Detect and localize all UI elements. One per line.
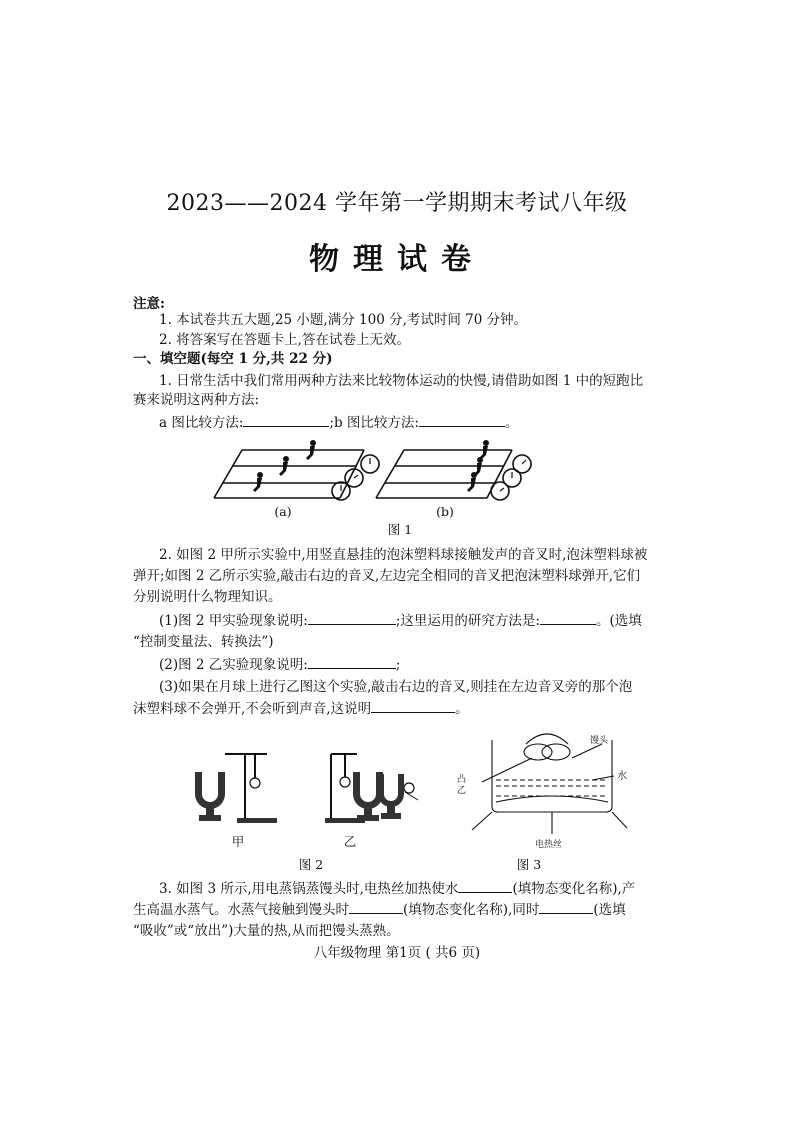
q2-sub3-text: 沫塑料球不会弹开,不会听到声音,这说明 — [133, 701, 372, 717]
q3-blank-1[interactable] — [458, 880, 512, 893]
q1-b-blank[interactable] — [419, 414, 505, 427]
q3-line-1-b: (填物态变化名称),产 — [512, 881, 636, 897]
q3-line-2 — [133, 900, 626, 920]
q3-line-1 — [159, 879, 635, 899]
exam-subtitle: 物理试卷 — [309, 242, 485, 277]
q2-sub3-end: 。 — [455, 701, 469, 717]
notice-item-2: 2. 将答案写在答题卡上,答在试卷上无效。 — [159, 332, 410, 348]
figure-1-race — [212, 438, 542, 520]
q2-line-2: 弹开;如图 2 乙所示实验,敲击右边的音叉,左边完全相同的音叉把泡沫塑料球弹开,它们 — [133, 568, 641, 584]
figure-2-tuning-forks — [185, 742, 420, 830]
q3-line-2-b: (填物态变化名称),同时 — [403, 902, 540, 918]
q2-sub1-c: 。(选填 — [595, 613, 642, 629]
q1-answer-line — [159, 413, 518, 433]
q1-line-1: 1. 日常生活中我们常用两种方法来比较物体运动的快慢,请借助如图 1 中的短跑比 — [159, 373, 644, 389]
q2-sub2 — [159, 655, 400, 675]
q3-line-3: “吸收”或“放出”)大量的热,从而把馒头蒸熟。 — [133, 923, 400, 939]
q3-line-2-a: 生高温水蒸气。水蒸气接触到馒头时 — [133, 902, 349, 918]
q3-line-1-a: 3. 如图 3 所示,用电蒸锅蒸馒头时,电热丝加热使水 — [159, 881, 459, 897]
fig3-mantou-label: 馒头 — [590, 736, 609, 746]
q1-line-2: 赛来说明这两种方法: — [133, 392, 260, 408]
q2-line-3: 分别说明什么物理知识。 — [133, 589, 282, 605]
q2-line-1: 2. 如图 2 甲所示实验中,用竖直悬挂的泡沫塑料球接触发声的音叉时,泡沫塑料球被 — [159, 547, 648, 563]
q2-sub1 — [159, 611, 642, 631]
q2-sub3-line-2 — [133, 699, 469, 719]
q2-sub1-a: (1)图 2 甲实验现象说明: — [159, 613, 308, 629]
q2-sub2-b: ; — [395, 657, 401, 673]
q2-sub2-a: (2)图 2 乙实验现象说明: — [159, 657, 308, 673]
exam-title: 2023——2024 学年第一学期期末考试八年级 — [166, 191, 628, 216]
notice-label: 注意: — [133, 296, 165, 312]
fig3-water-label: 水 — [617, 771, 627, 782]
fig2-caption: 图 2 — [298, 857, 324, 872]
section-1-heading: 一、填空题(每空 1 分,共 22 分) — [133, 351, 333, 367]
q1-a-label: a 图比较方法: — [159, 415, 244, 431]
q1-b-label: ;b 图比较方法: — [329, 415, 419, 431]
fig1-b-label: (b) — [436, 504, 454, 519]
q2-sub3-blank[interactable] — [371, 700, 455, 713]
q2-sub3-line-1: (3)如果在月球上进行乙图这个实验,敲击右边的音叉,则挂在左边音叉旁的那个泡 — [159, 679, 633, 695]
q3-blank-3[interactable] — [539, 901, 593, 914]
q1-a-blank[interactable] — [243, 414, 329, 427]
notice-item-1: 1. 本试卷共五大题,25 小题,满分 100 分,考试时间 70 分钟。 — [159, 312, 528, 328]
fig3-dianresi-label: 电热丝 — [535, 840, 563, 850]
q2-sub1-b: ;这里运用的研究方法是: — [395, 613, 540, 629]
fig3-left-label-2: 乙 — [457, 786, 467, 796]
q2-sub1-blank-1[interactable] — [308, 612, 396, 625]
q2-sub2-blank[interactable] — [308, 656, 396, 669]
q2-sub1-d: “控制变量法、转换法”) — [133, 634, 274, 650]
figure-3-steamer — [452, 722, 652, 847]
fig2-jia-label: 甲 — [231, 834, 245, 849]
fig3-left-label-1: 凸 — [457, 775, 467, 785]
page-footer: 八年级物理 第1页 ( 共6 页) — [313, 945, 481, 961]
fig1-caption: 图 1 — [387, 522, 413, 537]
q1-end: 。 — [504, 415, 519, 431]
q2-sub1-blank-2[interactable] — [540, 612, 596, 625]
fig3-caption: 图 3 — [516, 857, 542, 872]
q3-line-2-c: (选填 — [593, 902, 626, 918]
q3-blank-2[interactable] — [349, 901, 403, 914]
fig2-yi-label: 乙 — [343, 834, 357, 849]
fig1-a-label: (a) — [274, 504, 292, 519]
